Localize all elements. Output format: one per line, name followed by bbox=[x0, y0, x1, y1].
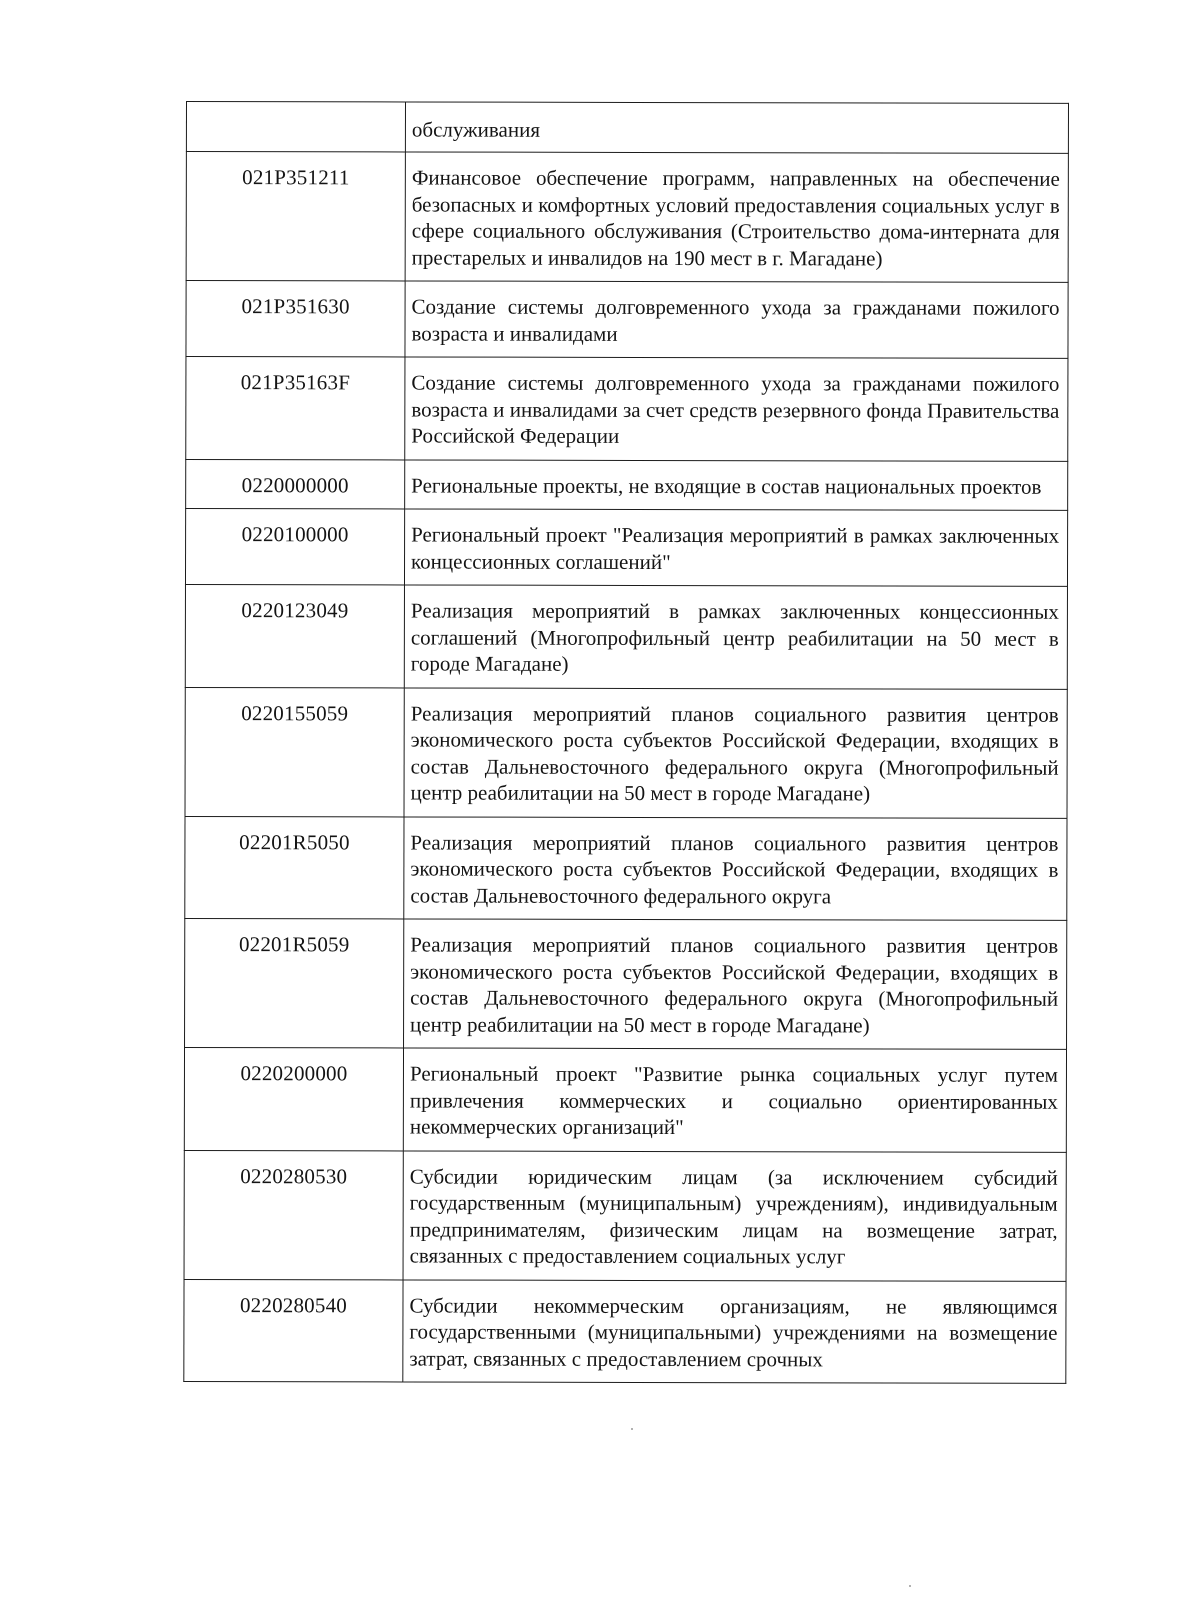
table-row bbox=[184, 1150, 1066, 1281]
table-row bbox=[184, 1047, 1066, 1151]
table-row bbox=[186, 102, 1068, 154]
scan-speck bbox=[909, 1585, 911, 1587]
code-cell: 021P35163F bbox=[186, 357, 405, 460]
description-cell: Создание системы долговременного ухода за гражданами пожилого возраста и инвалидами bbox=[405, 281, 1068, 358]
code-cell: 0220123049 bbox=[185, 585, 404, 688]
code-cell: 0220200000 bbox=[184, 1047, 403, 1150]
description-cell: Региональный проект "Реализация мероприятий в рамках заключенных концессионных соглашений" bbox=[404, 509, 1067, 586]
description-cell: Реализация мероприятий планов социального развития центров экономического роста субъектов Российской Федерации, входящих в состав Дальневосточного федерального округа (Многопрофильный центр реабилитации на 50 мест в городе Магадане) bbox=[404, 687, 1067, 817]
table-row bbox=[185, 918, 1067, 1049]
table-row bbox=[186, 459, 1068, 510]
table-row bbox=[184, 1279, 1066, 1383]
description-cell: Создание системы долговременного ухода за гражданами пожилого возраста и инвалидами за счет средств резервного фонда Правительства Российской Федерации bbox=[405, 357, 1068, 461]
description-cell: Финансовое обеспечение программ, направленных на обеспечение безопасных и комфортных условий предоставления социальных услуг в сфере социального обслуживания (Строительство дома-интерната для престарелых и инвалидов на 190 мест в г. Магадане) bbox=[405, 152, 1068, 282]
code-cell: 0220280540 bbox=[184, 1279, 403, 1382]
code-cell: 02201R5059 bbox=[185, 918, 404, 1047]
table-row bbox=[186, 357, 1068, 461]
table-row bbox=[185, 509, 1067, 587]
code-cell: 021P351630 bbox=[186, 281, 405, 357]
code-cell: 021P351211 bbox=[186, 152, 405, 281]
table-row bbox=[185, 687, 1067, 818]
description-cell: обслуживания bbox=[405, 102, 1068, 153]
table-row bbox=[185, 585, 1067, 689]
description-cell: Региональные проекты, не входящие в состав национальных проектов bbox=[405, 459, 1068, 510]
table-row bbox=[186, 152, 1068, 283]
code-cell: 02201R5050 bbox=[185, 816, 404, 919]
code-cell: 0220100000 bbox=[185, 509, 404, 585]
code-cell bbox=[186, 102, 405, 152]
description-cell: Субсидии юридическим лицам (за исключением субсидий государственным (муниципальным) учреждениям), индивидуальным предпринимателям, физическим лицам на возмещение затрат, связанных с предоставлением социальных услуг bbox=[403, 1150, 1066, 1280]
code-cell: 0220155059 bbox=[185, 687, 404, 816]
code-cell: 0220280530 bbox=[184, 1150, 403, 1279]
table-row bbox=[185, 816, 1067, 920]
description-cell: Субсидии некоммерческим организациям, не являющимся государственными (муниципальными) учреждениями на возмещение затрат, связанных с предоставлением срочных bbox=[403, 1279, 1066, 1383]
budget-codes-table bbox=[183, 101, 1069, 1384]
description-cell: Реализация мероприятий в рамках заключенных концессионных соглашений (Многопрофильный центр реабилитации на 50 мест в городе Магадане) bbox=[404, 585, 1067, 689]
scan-speck bbox=[631, 1428, 633, 1430]
code-cell: 0220000000 bbox=[186, 459, 405, 509]
description-cell: Региональный проект "Развитие рынка социальных услуг путем привлечения коммерческих и социально ориентированных некоммерческих организаций" bbox=[403, 1048, 1066, 1152]
description-cell: Реализация мероприятий планов социального развития центров экономического роста субъектов Российской Федерации, входящих в состав Дальневосточного федерального округа bbox=[404, 816, 1067, 920]
description-cell: Реализация мероприятий планов социального развития центров экономического роста субъектов Российской Федерации, входящих в состав Дальневосточного федерального округа (Многопрофильный центр реабилитации на 50 мест в городе Магадане) bbox=[404, 919, 1067, 1049]
table-row bbox=[186, 281, 1068, 359]
